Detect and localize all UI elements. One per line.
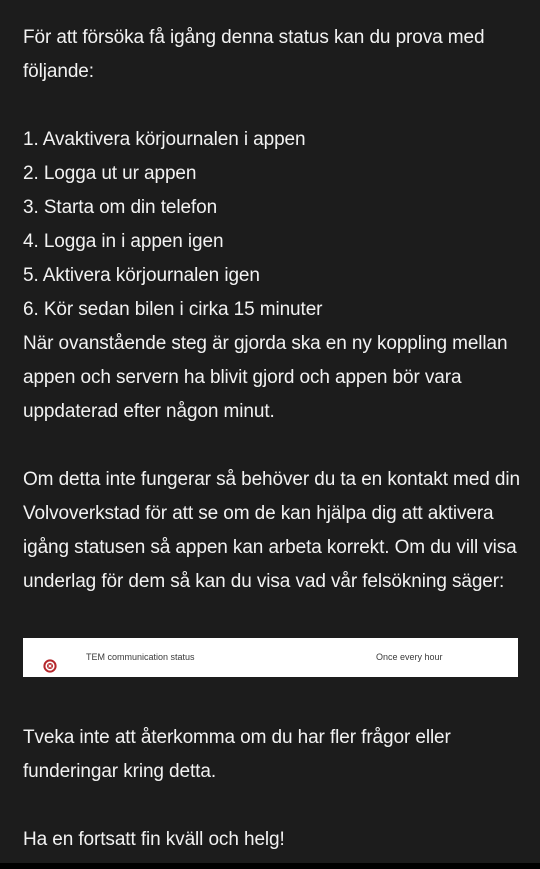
step-item: 6. Kör sedan bilen i cirka 15 minuter bbox=[23, 299, 323, 320]
closing-text bbox=[23, 721, 523, 857]
message-body bbox=[23, 21, 523, 599]
questions-text: Tveka inte att återkomma om du har fler frågor eller funderingar kring detta. bbox=[23, 727, 451, 782]
step-item: 1. Avaktivera körjournalen i appen bbox=[23, 129, 306, 150]
error-circle-icon bbox=[43, 651, 57, 665]
step-item: 3. Starta om din telefon bbox=[23, 197, 218, 218]
status-name: TEM communication status bbox=[86, 652, 195, 662]
step-item: 5. Aktivera körjournalen igen bbox=[23, 265, 260, 286]
spacer bbox=[23, 429, 523, 463]
farewell-text: Ha en fortsatt fin kväll och helg! bbox=[23, 829, 285, 850]
contact-text: Om detta inte fungerar så behöver du ta en kontakt med din Volvoverkstad för att se om de kan hjälpa dig att aktivera igång statusen så appen kan arbeta korrekt. Om du vill visa underlag för dem så kan du visa vad vår felsökning säger: bbox=[23, 469, 520, 592]
bottom-bar bbox=[0, 863, 540, 869]
spacer bbox=[23, 89, 523, 123]
intro-text: För att försöka få igång denna status kan du prova med följande: bbox=[23, 27, 485, 82]
steps-list bbox=[23, 123, 523, 327]
status-card bbox=[23, 638, 518, 677]
step-item: 4. Logga in i appen igen bbox=[23, 231, 224, 252]
spacer bbox=[23, 789, 523, 823]
step-item: 2. Logga ut ur appen bbox=[23, 163, 197, 184]
after-steps-text: När ovanstående steg är gjorda ska en ny koppling mellan appen och servern ha blivit gjord och appen bör vara uppdaterad efter någon minut. bbox=[23, 333, 508, 422]
status-frequency: Once every hour bbox=[376, 652, 443, 662]
